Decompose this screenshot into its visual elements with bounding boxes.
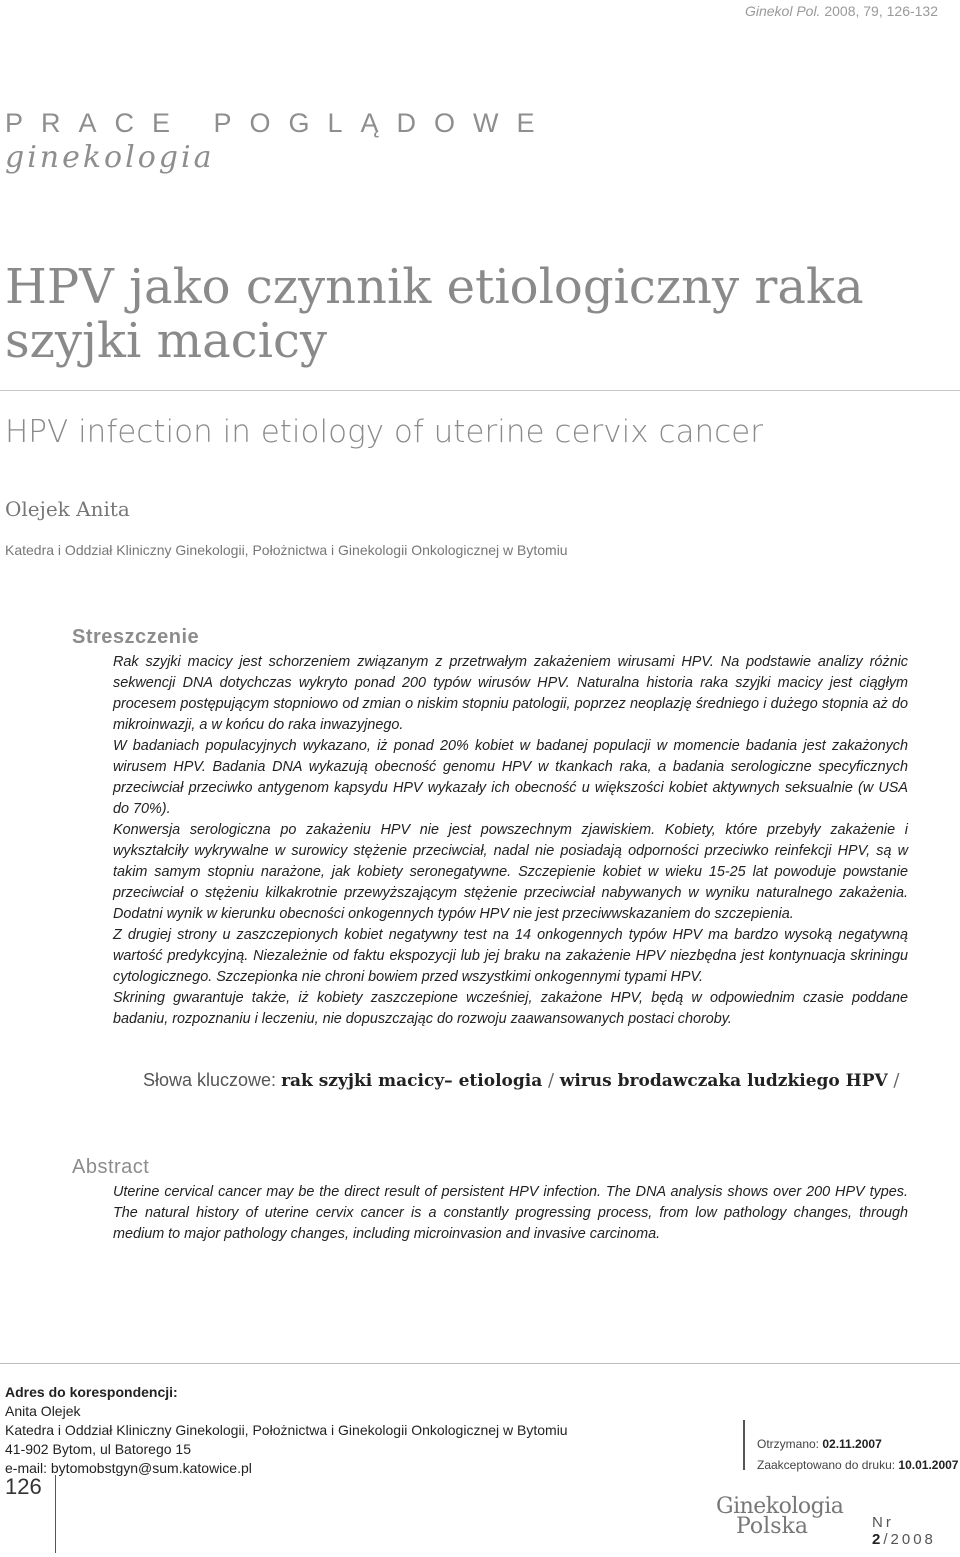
keyword: rak szyjki macicy– etiologia <box>281 1071 543 1091</box>
streszczenie-heading: Streszczenie <box>72 626 200 648</box>
keyword: wirus brodawczaka ludzkiego HPV <box>559 1071 888 1091</box>
citation-details: 2008, 79, 126-132 <box>820 3 938 19</box>
abstract-body <box>113 1182 908 1245</box>
journal-name: Ginekol Pol. <box>744 3 821 19</box>
keyword-separator: / <box>542 1070 560 1091</box>
received-value: 02.11.2007 <box>822 1437 882 1451</box>
keyword-separator: / <box>887 1070 900 1091</box>
streszczenie-paragraph: Z drugiej strony u zaszczepionych kobiet negatywny test na 14 onkogennych typów HPV ma bardzo wysoką negatywną wartość predykcyjną. Niezależnie od faktu ekspozycji lub jej braku na zakażenie HPV niezbędna jest kontynuacja skriningu cytologicznego. Szczepionka nie chroni bowiem przed wszystkimi onkogennymi typami HPV. <box>113 927 908 985</box>
streszczenie-paragraph: Rak szyjki macicy jest schorzeniem związanym z przetrwałym zakażeniem wirusami HPV. Na podstawie analizy różnic sekwencji DNA dotychczas wykryto ponad 200 typów wirusów HPV. Naturalna historia raka szyjki macicy jest ciągłym procesem postępującym stopniowo od zmian o niskim stopniu patologii, poprzez neoplazję średniego i dużego stopnia aż do mikroinwazji, a w końcu do raka inwazyjnego. <box>113 654 908 733</box>
title-divider <box>0 390 960 391</box>
article-title-line2: szyjki macicy <box>5 313 327 369</box>
journal-citation <box>745 3 938 19</box>
streszczenie-paragraph: W badaniach populacyjnych wykazano, iż ponad 20% kobiet w badanej populacji w momencie badania jest zakażonych wirusem HPV. Badania DNA wykazują obecność genomu HPV w tkankach raka, a badania serologiczne specyficznych przeciwciał przeciwko antygenom kapsydu HPV wykazały ich obecność u większości kobiet aktywnych seksualnie (w USA do 70%). <box>113 738 908 817</box>
article-title <box>5 260 905 368</box>
dates-block <box>757 1434 958 1476</box>
logo-line2: Polska <box>736 1514 808 1539</box>
correspondence-block <box>5 1383 568 1478</box>
streszczenie-paragraph: Konwersja serologiczna po zakażeniu HPV nie jest powszechnym zjawiskiem. Kobiety, które przebyły zakażenie i wykształciły wykrywalne w surowicy stężenie przeciwciał, nadal nie posiadają odporności przeciwko reinfekcji HPV, są w takim samym stopniu narażone, jak kobiety seronegatywne. Szczepienie kobiet w wieku 15-25 lat powoduje powstanie przeciwciał o stężeniu kilkakrotnie przewyższającym stężenie przeciwciał nabywanych w wyniku naturalnego zakażenia. Dodatni wynik w kierunku obecności onkogennych typów HPV nie jest przeciwwskazaniem do szczepienia. <box>113 822 908 922</box>
correspondence-label: Adres do korespondencji: <box>5 1384 178 1400</box>
author-affiliation: Katedra i Oddział Kliniczny Ginekologii, Położnictwa i Ginekologii Onkologicznej w Bytomiu <box>5 542 568 558</box>
article-title-line1: HPV jako czynnik etiologiczny raka <box>5 259 864 315</box>
journal-logo <box>716 1494 844 1539</box>
correspondence-email: e-mail: bytomobstgyn@sum.katowice.pl <box>5 1460 252 1476</box>
correspondence-dept: Katedra i Oddział Kliniczny Ginekologii, Położnictwa i Ginekologii Onkologicznej w Bytomiu <box>5 1422 568 1438</box>
dates-bar <box>743 1420 745 1470</box>
streszczenie-body <box>113 652 908 1030</box>
author-name: Olejek Anita <box>5 497 130 521</box>
received-label: Otrzymano: <box>757 1437 823 1451</box>
correspondence-name: Anita Olejek <box>5 1403 81 1419</box>
logo-line1: Ginekologia <box>716 1494 844 1519</box>
issue-number <box>872 1514 960 1548</box>
streszczenie-paragraph: Skrining gwarantuje także, iż kobiety zaszczepione wcześniej, zakażone HPV, będą w odpowiednim czasie poddane badaniu, rozpoznaniu i leczeniu, nie dopuszczając do rozwoju zaawansowanych postaci choroby. <box>113 990 908 1027</box>
received-date <box>757 1434 958 1455</box>
correspondence-divider <box>0 1363 960 1364</box>
keywords <box>143 1070 900 1091</box>
article-title-english: HPV infection in etiology of uterine cervix cancer <box>5 414 764 450</box>
issue-prefix: Nr <box>872 1514 894 1531</box>
section-subtitle: ginekologia <box>5 140 215 175</box>
issue-year: /2008 <box>883 1531 936 1548</box>
keywords-label: Słowa kluczowe: <box>143 1070 282 1090</box>
footer-divider <box>55 1475 56 1553</box>
accepted-date <box>757 1455 958 1476</box>
page-number: 126 <box>5 1474 42 1499</box>
section-label: PRACE POGLĄDOWE <box>5 108 553 138</box>
accepted-label: Zaakceptowano do druku: <box>757 1458 899 1472</box>
abstract-paragraph: Uterine cervical cancer may be the direct result of persistent HPV infection. The DNA analysis shows over 200 HPV types. The natural history of uterine cervix cancer is a constantly progressing process, from low pathology changes, through medium to major pathology changes, including microinvasion and invasive carcinoma. <box>113 1184 908 1242</box>
abstract-heading: Abstract <box>72 1156 150 1178</box>
accepted-value: 10.01.2007 <box>898 1458 959 1472</box>
issue-num: 2 <box>872 1531 884 1548</box>
correspondence-address: 41-902 Bytom, ul Batorego 15 <box>5 1441 192 1457</box>
